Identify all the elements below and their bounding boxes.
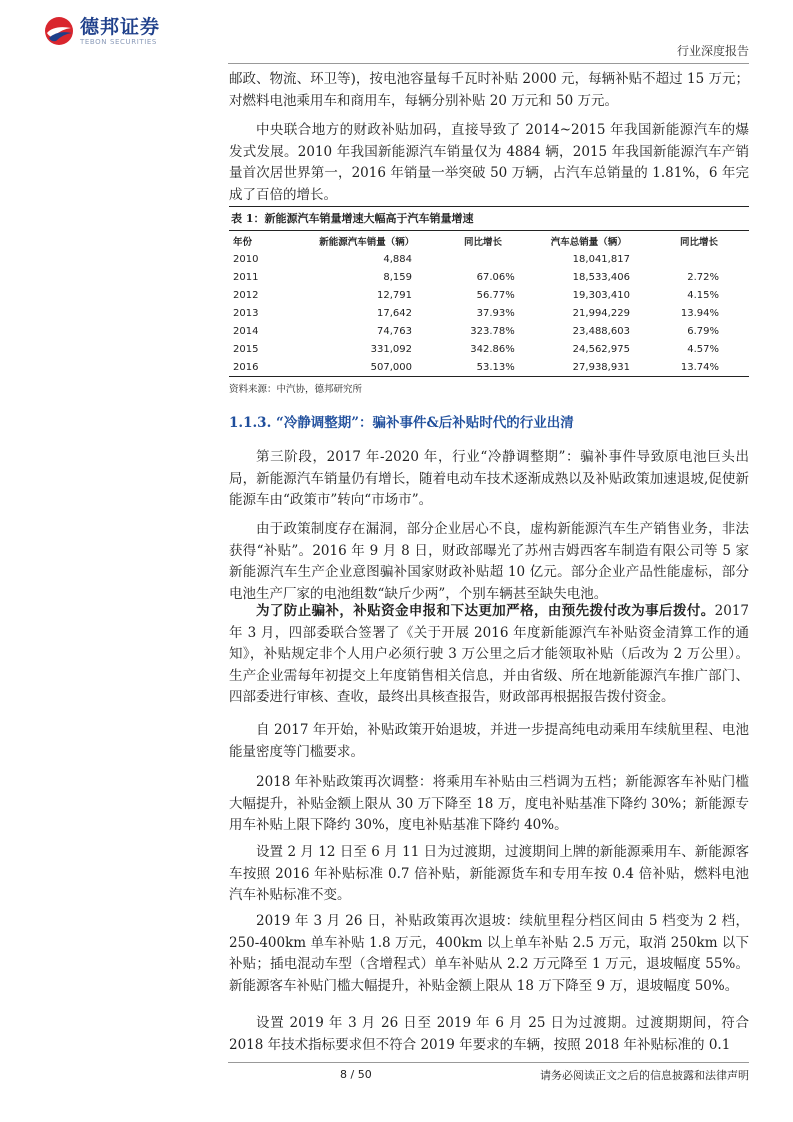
company-logo [44, 16, 160, 46]
cell-total-sales: 23,488,603 [572, 325, 630, 337]
logo-english-name: TEBON SECURITIES [80, 38, 157, 46]
body-section-10 [229, 1013, 749, 1056]
cell-year: 2014 [233, 325, 259, 337]
cell-nev-sales: 17,642 [377, 307, 412, 319]
cell-year: 2012 [233, 289, 259, 301]
page-header [0, 0, 793, 66]
table-row [229, 322, 749, 340]
cell-total-sales: 27,938,931 [531, 358, 666, 377]
paragraph-continuation: 2017 年 3 月，四部委联合签署了《关于开展 2016 年度新能源汽车补贴资金清算工作的通知》，补贴规定非个人用户必须行驶 3 万公里之后才能领取补贴（后改为 2 万公里）。生产企业需每年初提交上年度销售相关信息，并由省级、所在地新能源汽车推广部门、四部委进行审核、查收，最终出具核查报告，财政部再根据报告拨付资金。 [229, 603, 749, 705]
cell-year: 2016 [229, 358, 277, 377]
cell-total-growth [666, 250, 749, 268]
table-row [229, 340, 749, 358]
cell-nev-sales: 12,791 [377, 289, 412, 301]
cell-nev-growth: 342.86% [470, 343, 515, 355]
footer-divider [228, 1062, 749, 1063]
table-header-row [229, 231, 749, 250]
table-header-year: 年份 [233, 236, 253, 248]
body-section-6 [229, 720, 749, 763]
paragraph-2017-phaseout: 自 2017 年开始，补贴政策开始退坡，并进一步提高纯电动乘用车续航里程、电池能量密度等门槛要求。 [229, 722, 749, 760]
emphasis-text: 为了防止骗补，补贴资金申报和下达更加严格，由预先拨付改为事后拨付。 [256, 603, 715, 619]
cell-nev-sales: 74,763 [377, 325, 412, 337]
footer-disclaimer: 请务必阅读正文之后的信息披露和法律声明 [540, 1069, 749, 1082]
table-row [229, 250, 749, 268]
cell-total-sales: 24,562,975 [572, 343, 630, 355]
paragraph-explosive-growth: 中央联合地方的财政补贴加码，直接导致了 2014~2015 年我国新能源汽车的爆发式发展。2010 年我国新能源汽车销量仅为 4884 辆，2015 年我国新能源汽车产销量首次居世界第一，2016 年销量一举突破 50 万辆，占汽车总销量的 1.81%，6 年完成了百倍的增长。 [229, 122, 749, 203]
sales-table-block [229, 206, 749, 395]
paragraph-subsidy-standard: 邮政、物流、环卫等)，按电池容量每千瓦时补贴 2000 元，每辆补贴不超过 15 万元；对燃料电池乘用车和商用车，每辆分别补贴 20 万元和 50 万元。 [229, 71, 749, 109]
table-source-note: 资料来源：中汽协，德邦研究所 [229, 384, 363, 395]
cell-year: 2010 [233, 253, 259, 265]
table-row [229, 268, 749, 286]
body-section-1 [229, 69, 749, 112]
cell-year: 2011 [233, 271, 259, 283]
body-section-7 [229, 772, 749, 837]
cell-total-sales: 21,994,229 [572, 307, 630, 319]
tebon-logo-icon [44, 16, 74, 46]
cell-total-sales: 19,303,410 [572, 289, 630, 301]
paragraph-transition-2019: 设置 2019 年 3 月 26 日至 2019 年 6 月 25 日为过渡期。过渡期期间，符合 2018 年技术指标要求但不符合 2019 年要求的车辆，按照 2018 年补贴标准的 0.1 [229, 1015, 749, 1053]
cell-nev-growth: 323.78% [470, 325, 515, 337]
cell-nev-growth: 67.06% [476, 271, 515, 283]
table-header-nev-growth: 同比增长 [464, 236, 503, 248]
paragraph-2018-adjustment: 2018 年补贴政策再次调整：将乘用车补贴由三档调为五档；新能源客车补贴门槛大幅提升，补贴金额上限从 30 万下降至 18 万，度电补贴基准下降约 30%；新能源专用车补贴上限下降约 30%，度电补贴基准下降约 40%。 [229, 774, 749, 833]
cell-nev-growth: 53.13% [444, 358, 531, 377]
sales-table [229, 231, 749, 377]
cell-nev-sales: 8,159 [383, 271, 412, 283]
cell-total-growth: 4.15% [687, 289, 719, 301]
header-divider [228, 63, 749, 64]
cell-nev-sales: 507,000 [277, 358, 444, 377]
table-row [229, 304, 749, 322]
page-number: 8 / 50 [340, 1068, 372, 1081]
cell-total-growth: 4.57% [687, 343, 719, 355]
cell-nev-sales: 331,092 [370, 343, 412, 355]
table-row [229, 358, 749, 377]
table-row [229, 286, 749, 304]
paragraph-transition-2018: 设置 2 月 12 日至 6 月 11 日为过渡期，过渡期间上牌的新能源乘用车、新能源客车按照 2016 年补贴标准 0.7 倍补贴，新能源货车和专用车按 0.4 倍补贴，燃料电池汽车补贴标准不变。 [229, 844, 749, 903]
cell-total-sales: 18,533,406 [572, 271, 630, 283]
cell-total-growth: 6.79% [687, 325, 719, 337]
cell-year: 2015 [233, 343, 259, 355]
body-section-3 [229, 447, 749, 512]
cell-total-growth: 2.72% [687, 271, 719, 283]
body-section-2 [229, 120, 749, 206]
body-section-4 [229, 519, 749, 605]
cell-total-growth: 13.94% [680, 307, 719, 319]
body-section-8 [229, 842, 749, 907]
cell-nev-growth: 37.93% [476, 307, 515, 319]
cell-total-sales: 18,041,817 [572, 253, 630, 265]
table-header-total-growth: 同比增长 [679, 236, 718, 248]
table-header-total-sales: 汽车总销量（辆） [550, 236, 627, 248]
paragraph-subsidy-fraud: 由于政策制度存在漏洞，部分企业居心不良，虚构新能源汽车生产销售业务，非法获得“补贴”。2016 年 9 月 8 日，财政部曝光了苏州吉姆西客车制造有限公司等 5 家新能源汽车生产企业意图骗补国家财政补贴超 10 亿元。部分企业产品性能虚标，部分电池生产厂家的电池组数“缺斤少两”，个别车辆甚至缺失电池。 [229, 521, 749, 602]
body-section-9 [229, 911, 749, 997]
logo-chinese-name: 德邦证券 [80, 16, 161, 38]
cell-nev-growth [444, 250, 531, 268]
paragraph-third-stage: 第三阶段，2017 年-2020 年，行业“冷静调整期”：骗补事件导致原电池巨头出局，新能源汽车销量仍有增长，随着电动车技术逐渐成熟以及补贴政策加速退坡,促使新能源车由“政策市”转向“市场市”。 [229, 449, 749, 508]
cell-nev-growth: 56.77% [476, 289, 515, 301]
section-heading: 1.1.3. “冷静调整期”：骗补事件&后补贴时代的行业出清 [229, 415, 574, 431]
paragraph-2019-phaseout: 2019 年 3 月 26 日，补贴政策再次退坡：续航里程分档区间由 5 档变为 2 档，250-400km 单车补贴 1.8 万元，400km 以上单车补贴 2.5 万元，取消 250km 以下补贴；插电混动车型（含增程式）单车补贴从 2.2 万元降至 1 万元，退坡幅度 55%。新能源客车补贴门槛大幅提升，补贴金额上限从 18 万下降至 9 万，退坡幅度 50%。 [229, 913, 749, 994]
cell-total-growth: 13.74% [666, 358, 749, 377]
paragraph-stricter-review [229, 601, 749, 709]
cell-year: 2013 [233, 307, 259, 319]
document-type-label: 行业深度报告 [676, 44, 749, 58]
table-header-nev-sales: 新能源汽车销量（辆） [319, 236, 415, 248]
body-section-5 [229, 601, 749, 709]
table-caption: 表 1：新能源汽车销量增速大幅高于汽车销量增速 [229, 206, 749, 231]
cell-nev-sales: 4,884 [383, 253, 412, 265]
